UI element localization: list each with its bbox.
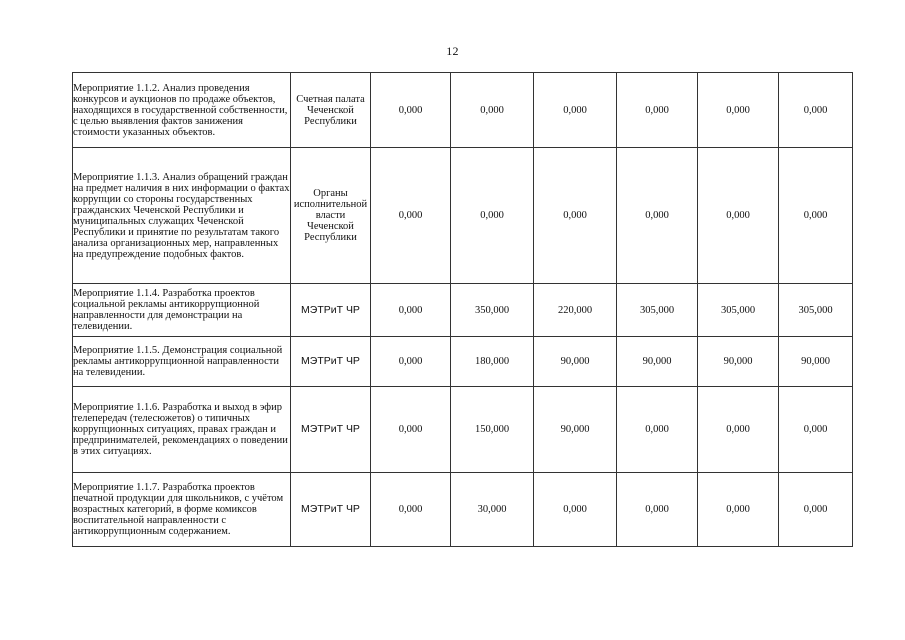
value-cell: 0,000 <box>779 473 853 547</box>
value-cell: 305,000 <box>698 284 779 337</box>
value-cell: 220,000 <box>534 284 617 337</box>
value-cell: 0,000 <box>698 387 779 473</box>
value-cell: 0,000 <box>617 473 698 547</box>
activity-description: Мероприятие 1.1.6. Разработка и выход в эфир телепередач (телесюжетов) о типичных коррупционных ситуациях, правах граждан и предпринимателей, рекомендациях о поведении в этих ситуациях. <box>73 387 291 473</box>
value-cell: 0,000 <box>371 148 451 284</box>
table-row <box>73 387 853 473</box>
value-cell: 180,000 <box>451 337 534 387</box>
value-cell: 305,000 <box>617 284 698 337</box>
value-cell: 0,000 <box>698 73 779 148</box>
value-cell: 0,000 <box>371 73 451 148</box>
value-cell: 0,000 <box>698 473 779 547</box>
value-cell: 0,000 <box>534 473 617 547</box>
value-cell: 0,000 <box>698 148 779 284</box>
value-cell: 0,000 <box>617 387 698 473</box>
responsible-organization: МЭТРиТ ЧР <box>291 473 371 547</box>
value-cell: 0,000 <box>371 337 451 387</box>
value-cell: 0,000 <box>371 284 451 337</box>
value-cell: 0,000 <box>779 73 853 148</box>
value-cell: 0,000 <box>617 73 698 148</box>
activity-description: Мероприятие 1.1.5. Демонстрация социальной рекламы антикоррупционной направленности на телевидении. <box>73 337 291 387</box>
value-cell: 0,000 <box>534 73 617 148</box>
value-cell: 90,000 <box>534 337 617 387</box>
value-cell: 30,000 <box>451 473 534 547</box>
value-cell: 90,000 <box>617 337 698 387</box>
page-number: 12 <box>446 44 459 58</box>
responsible-organization: МЭТРиТ ЧР <box>291 337 371 387</box>
responsible-organization: Счетная палата Чеченской Республики <box>291 73 371 148</box>
value-cell: 90,000 <box>534 387 617 473</box>
value-cell: 350,000 <box>451 284 534 337</box>
table-row <box>73 73 853 148</box>
value-cell: 150,000 <box>451 387 534 473</box>
value-cell: 0,000 <box>534 148 617 284</box>
value-cell: 0,000 <box>451 148 534 284</box>
activity-description: Мероприятие 1.1.7. Разработка проектов печатной продукции для школьников, с учётом возрастных категорий, в форме комиксов воспитательной направленности с антикоррупционным содержанием. <box>73 473 291 547</box>
activity-description: Мероприятие 1.1.3. Анализ обращений граждан на предмет наличия в них информации о фактах коррупции со стороны государственных гражданских Чеченской Республики и муниципальных служащих Чеченской Республики и принятие по результатам такого анализа организационных мер, направленных на предупреждение подобных фактов. <box>73 148 291 284</box>
budget-table <box>72 72 853 547</box>
value-cell: 0,000 <box>617 148 698 284</box>
value-cell: 305,000 <box>779 284 853 337</box>
activity-description: Мероприятие 1.1.2. Анализ проведения конкурсов и аукционов по продаже объектов, находящихся в государственной собственности, с целью выявления фактов занижения стоимости указанных объектов. <box>73 73 291 148</box>
table-row <box>73 337 853 387</box>
table-row <box>73 284 853 337</box>
value-cell: 0,000 <box>779 387 853 473</box>
value-cell: 0,000 <box>451 73 534 148</box>
responsible-organization: Органы исполнительной власти Чеченской Республики <box>291 148 371 284</box>
value-cell: 0,000 <box>371 473 451 547</box>
value-cell: 0,000 <box>371 387 451 473</box>
table-row <box>73 148 853 284</box>
responsible-organization: МЭТРиТ ЧР <box>291 284 371 337</box>
responsible-organization: МЭТРиТ ЧР <box>291 387 371 473</box>
table-row <box>73 473 853 547</box>
activity-description: Мероприятие 1.1.4. Разработка проектов социальной рекламы антикоррупционной направленности для демонстрации на телевидении. <box>73 284 291 337</box>
value-cell: 0,000 <box>779 148 853 284</box>
value-cell: 90,000 <box>698 337 779 387</box>
value-cell: 90,000 <box>779 337 853 387</box>
